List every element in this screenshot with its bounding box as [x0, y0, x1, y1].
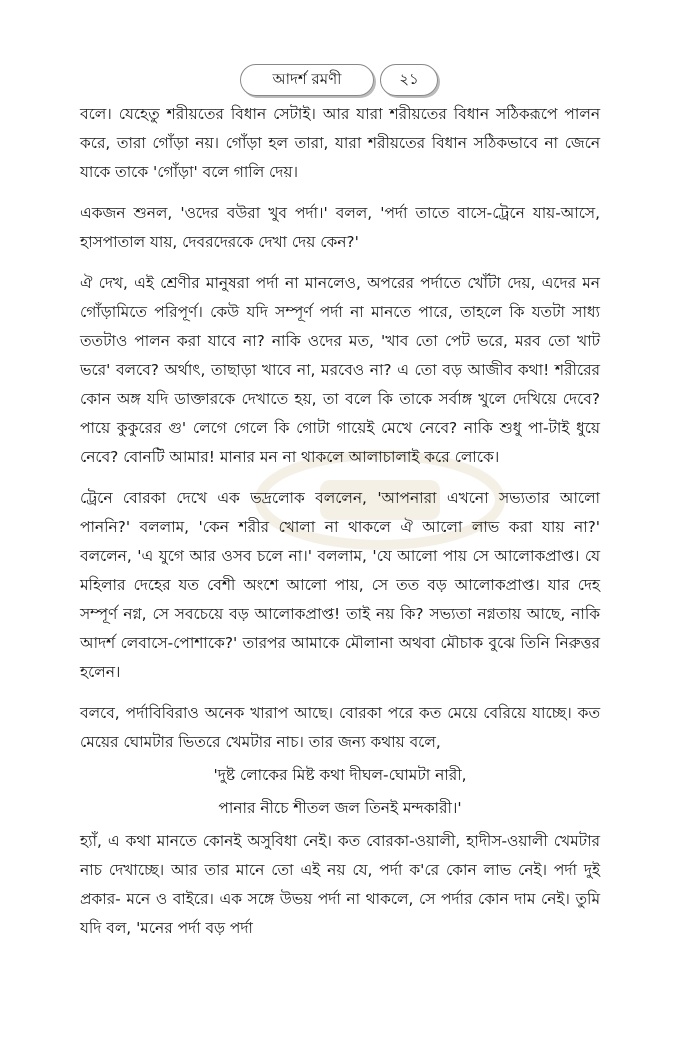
book-title-text: আদর্শ রমণী — [272, 69, 342, 88]
verse-line-1: 'দুষ্ট লোকের মিষ্ট কথা দীঘল-ঘোমটা নারী, — [213, 766, 467, 784]
page-number-label — [380, 64, 438, 96]
paragraph-5: বলবে, পর্দাবিবিরাও অনেক খারাপ আছে। বোরকা পরে কত মেয়ে বেরিয়ে যাচ্ছে। কত মেয়ের ঘোমটার ভিতরে খেমটার নাচ। তার জন্য কথায় বলে, — [80, 704, 600, 751]
verse-line-2: পানার নীচে শীতল জল তিনই মন্দকারী।' — [218, 799, 462, 817]
paragraph-4: ট্রেনে বোরকা দেখে এক ভদ্রলোক বললেন, 'আপনারা এখনো সভ্যতার আলো পাননি?' বললাম, 'কেন শরীর খোলা না থাকলে ঐ আলো লাভ করা যায় না?' বললেন, 'এ যুগে আর ওসব চলে না।' বললাম, 'যে আলো পায় সে আলোকপ্রাপ্ত। যে মহিলার দেহের যত বেশী অংশে আলো পায়, সে তত বড় আলোকপ্রাপ্ত। যার দেহ সম্পূর্ণ নগ্ন, সে সবচেয়ে বড় আলোকপ্রাপ্ত! তাই নয় কি? সভ্যতা নগ্নতায় আছে, নাকি আদর্শ লেবাসে-পোশাকে?' তারপর আমাকে মৌলানা অথবা মৌচাক বুঝে তিনি নিরুত্তর হলেন। — [80, 489, 600, 681]
paragraph-6: হ্যাঁ, এ কথা মানতে কোনই অসুবিধা নেই। কত বোরকা-ওয়ালী, হাদীস-ওয়ালী খেমটার নাচ দেখাচ্ছে। আর তার মানে তো এই নয় যে, পর্দা ক'রে কোন লাভ নেই। পর্দা দুই প্রকার- মনে ও বাইরে। এক সঙ্গে উভয় পর্দা না থাকলে, সে পর্দার কোন দাম নেই। তুমি যদি বল, 'মনের পর্দা বড় পর্দা — [80, 832, 600, 937]
paragraph-1: বলে। যেহেতু শরীয়তের বিধান সেটাই। আর যারা শরীয়তের বিধান সঠিকরূপে পালন করে, তারা গোঁড়া নয়। গোঁড়া হল তারা, যারা শরীয়তের বিধান সঠিকভাবে না জেনে যাকে তাকে 'গোঁড়া' বলে গালি দেয়। — [80, 105, 600, 181]
running-header — [240, 64, 440, 98]
book-title-label — [240, 64, 374, 96]
page-number-text: ২১ — [399, 69, 419, 88]
page-body — [80, 100, 600, 943]
verse-block — [80, 761, 600, 823]
paragraph-2: একজন শুনল, 'ওদের বউরা খুব পর্দা।' বলল, 'পর্দা তাতে বাসে-ট্রেনে যায়-আসে, হাসপাতাল যায়, দেবরদেরকে দেখা দেয় কেন?' — [80, 204, 600, 251]
paragraph-3: ঐ দেখ, এই শ্রেণীর মানুষরা পর্দা না মানলেও, অপরের পর্দাতে খোঁটা দেয়, এদের মন গোঁড়ামিতে পরিপূর্ণ। কেউ যদি সম্পূর্ণ পর্দা না মানতে পারে, তাহলে কি যতটা সাধ্য ততটাও পালন করা যাবে না? নাকি ওদের মত, 'খাব তো পেট ভরে, মরব তো খাট ভরে' বলবে? অর্থাৎ, তাছাড়া খাবে না, মরবেও না? এ তো বড় আজীব কথা! শরীরের কোন অঙ্গ যদি ডাক্তারকে দেখাতে হয়, তা বলে কি তাকে সর্বাঙ্গ খুলে দেখিয়ে দেবে? পায়ে কুকুরের গু' লেগে গেলে কি গোটা গায়েই মেখে নেবে? নাকি শুধু পা-টাই ধুয়ে নেবে? বোনটি আমার! মানার মন না থাকলে আলাচালাই করে লোকে। — [80, 274, 600, 466]
